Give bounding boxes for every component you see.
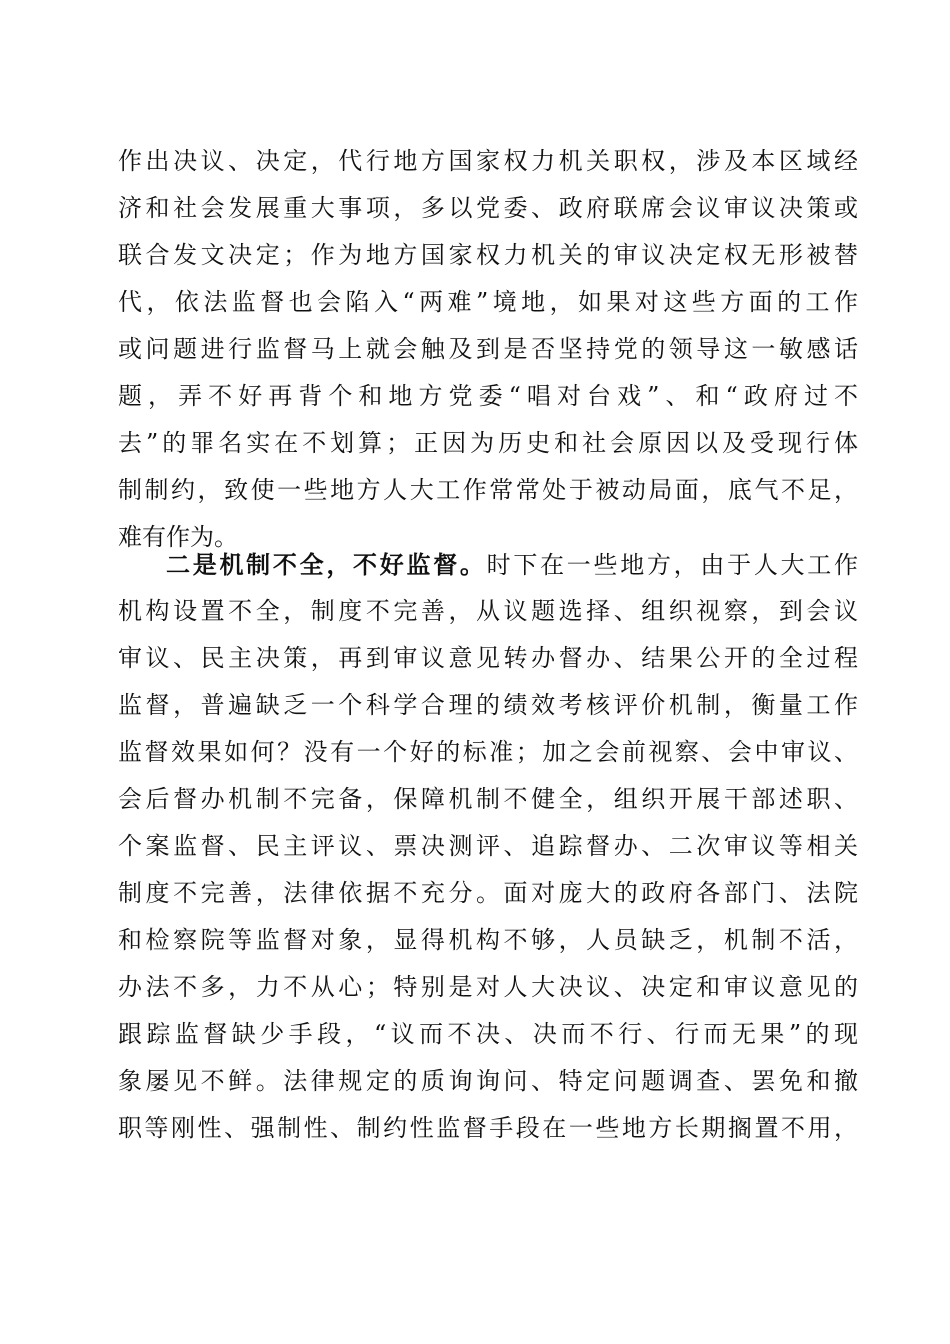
text-line: 制制约，致使一些地方人大工作常常处于被动局面，底气不足， [118, 476, 858, 504]
text-line: 会后督办机制不完备，保障机制不健全，组织开展干部述职、 [118, 785, 858, 813]
text-line: 或问题进行监督马上就会触及到是否坚持党的领导这一敏感话 [118, 335, 858, 363]
paragraph-first-line-text: 时下在一些地方，由于人大工作 [486, 551, 858, 579]
text-line: 跟踪监督缺少手段，“议而不决、决而不行、行而无果”的现 [118, 1020, 858, 1048]
text-line: 审议、民主决策，再到审议意见转办督办、结果公开的全过程 [118, 644, 858, 672]
text-line: 象屡见不鲜。法律规定的质询询问、特定问题调查、罢免和撤 [118, 1067, 858, 1095]
paragraph-1 [118, 138, 858, 561]
text-line: 代，依法监督也会陷入“两难”境地，如果对这些方面的工作 [118, 288, 858, 316]
text-line: 题，弄不好再背个和地方党委“唱对台戏”、和“政府过不 [118, 382, 858, 410]
paragraph-2 [118, 541, 858, 1152]
paragraph-first-line [118, 541, 858, 588]
text-line: 济和社会发展重大事项，多以党委、政府联席会议审议决策或 [118, 194, 858, 222]
text-line: 去”的罪名实在不划算；正因为历史和社会原因以及受现行体 [118, 429, 858, 457]
text-line: 监督效果如何？没有一个好的标准；加之会前视察、会中审议、 [118, 738, 858, 766]
text-line: 个案监督、民主评议、票决测评、追踪督办、二次审议等相关 [118, 832, 858, 860]
text-line: 难有作为。 [118, 523, 238, 551]
text-line: 和检察院等监督对象，显得机构不够，人员缺乏，机制不活， [118, 926, 858, 954]
text-line: 制度不完善，法律依据不充分。面对庞大的政府各部门、法院 [118, 879, 858, 907]
text-line: 监督，普遍缺乏一个科学合理的绩效考核评价机制，衡量工作 [118, 691, 858, 719]
text-line: 办法不多，力不从心；特别是对人大决议、决定和审议意见的 [118, 973, 858, 1001]
paragraph-lead-heading: 二是机制不全，不好监督。 [166, 550, 487, 579]
text-line: 职等刚性、强制性、制约性监督手段在一些地方长期搁置不用， [118, 1114, 858, 1142]
text-line: 作出决议、决定，代行地方国家权力机关职权，涉及本区域经 [118, 147, 858, 175]
text-line: 机构设置不全，制度不完善，从议题选择、组织视察，到会议 [118, 597, 858, 625]
text-line: 联合发文决定；作为地方国家权力机关的审议决定权无形被替 [118, 241, 858, 269]
